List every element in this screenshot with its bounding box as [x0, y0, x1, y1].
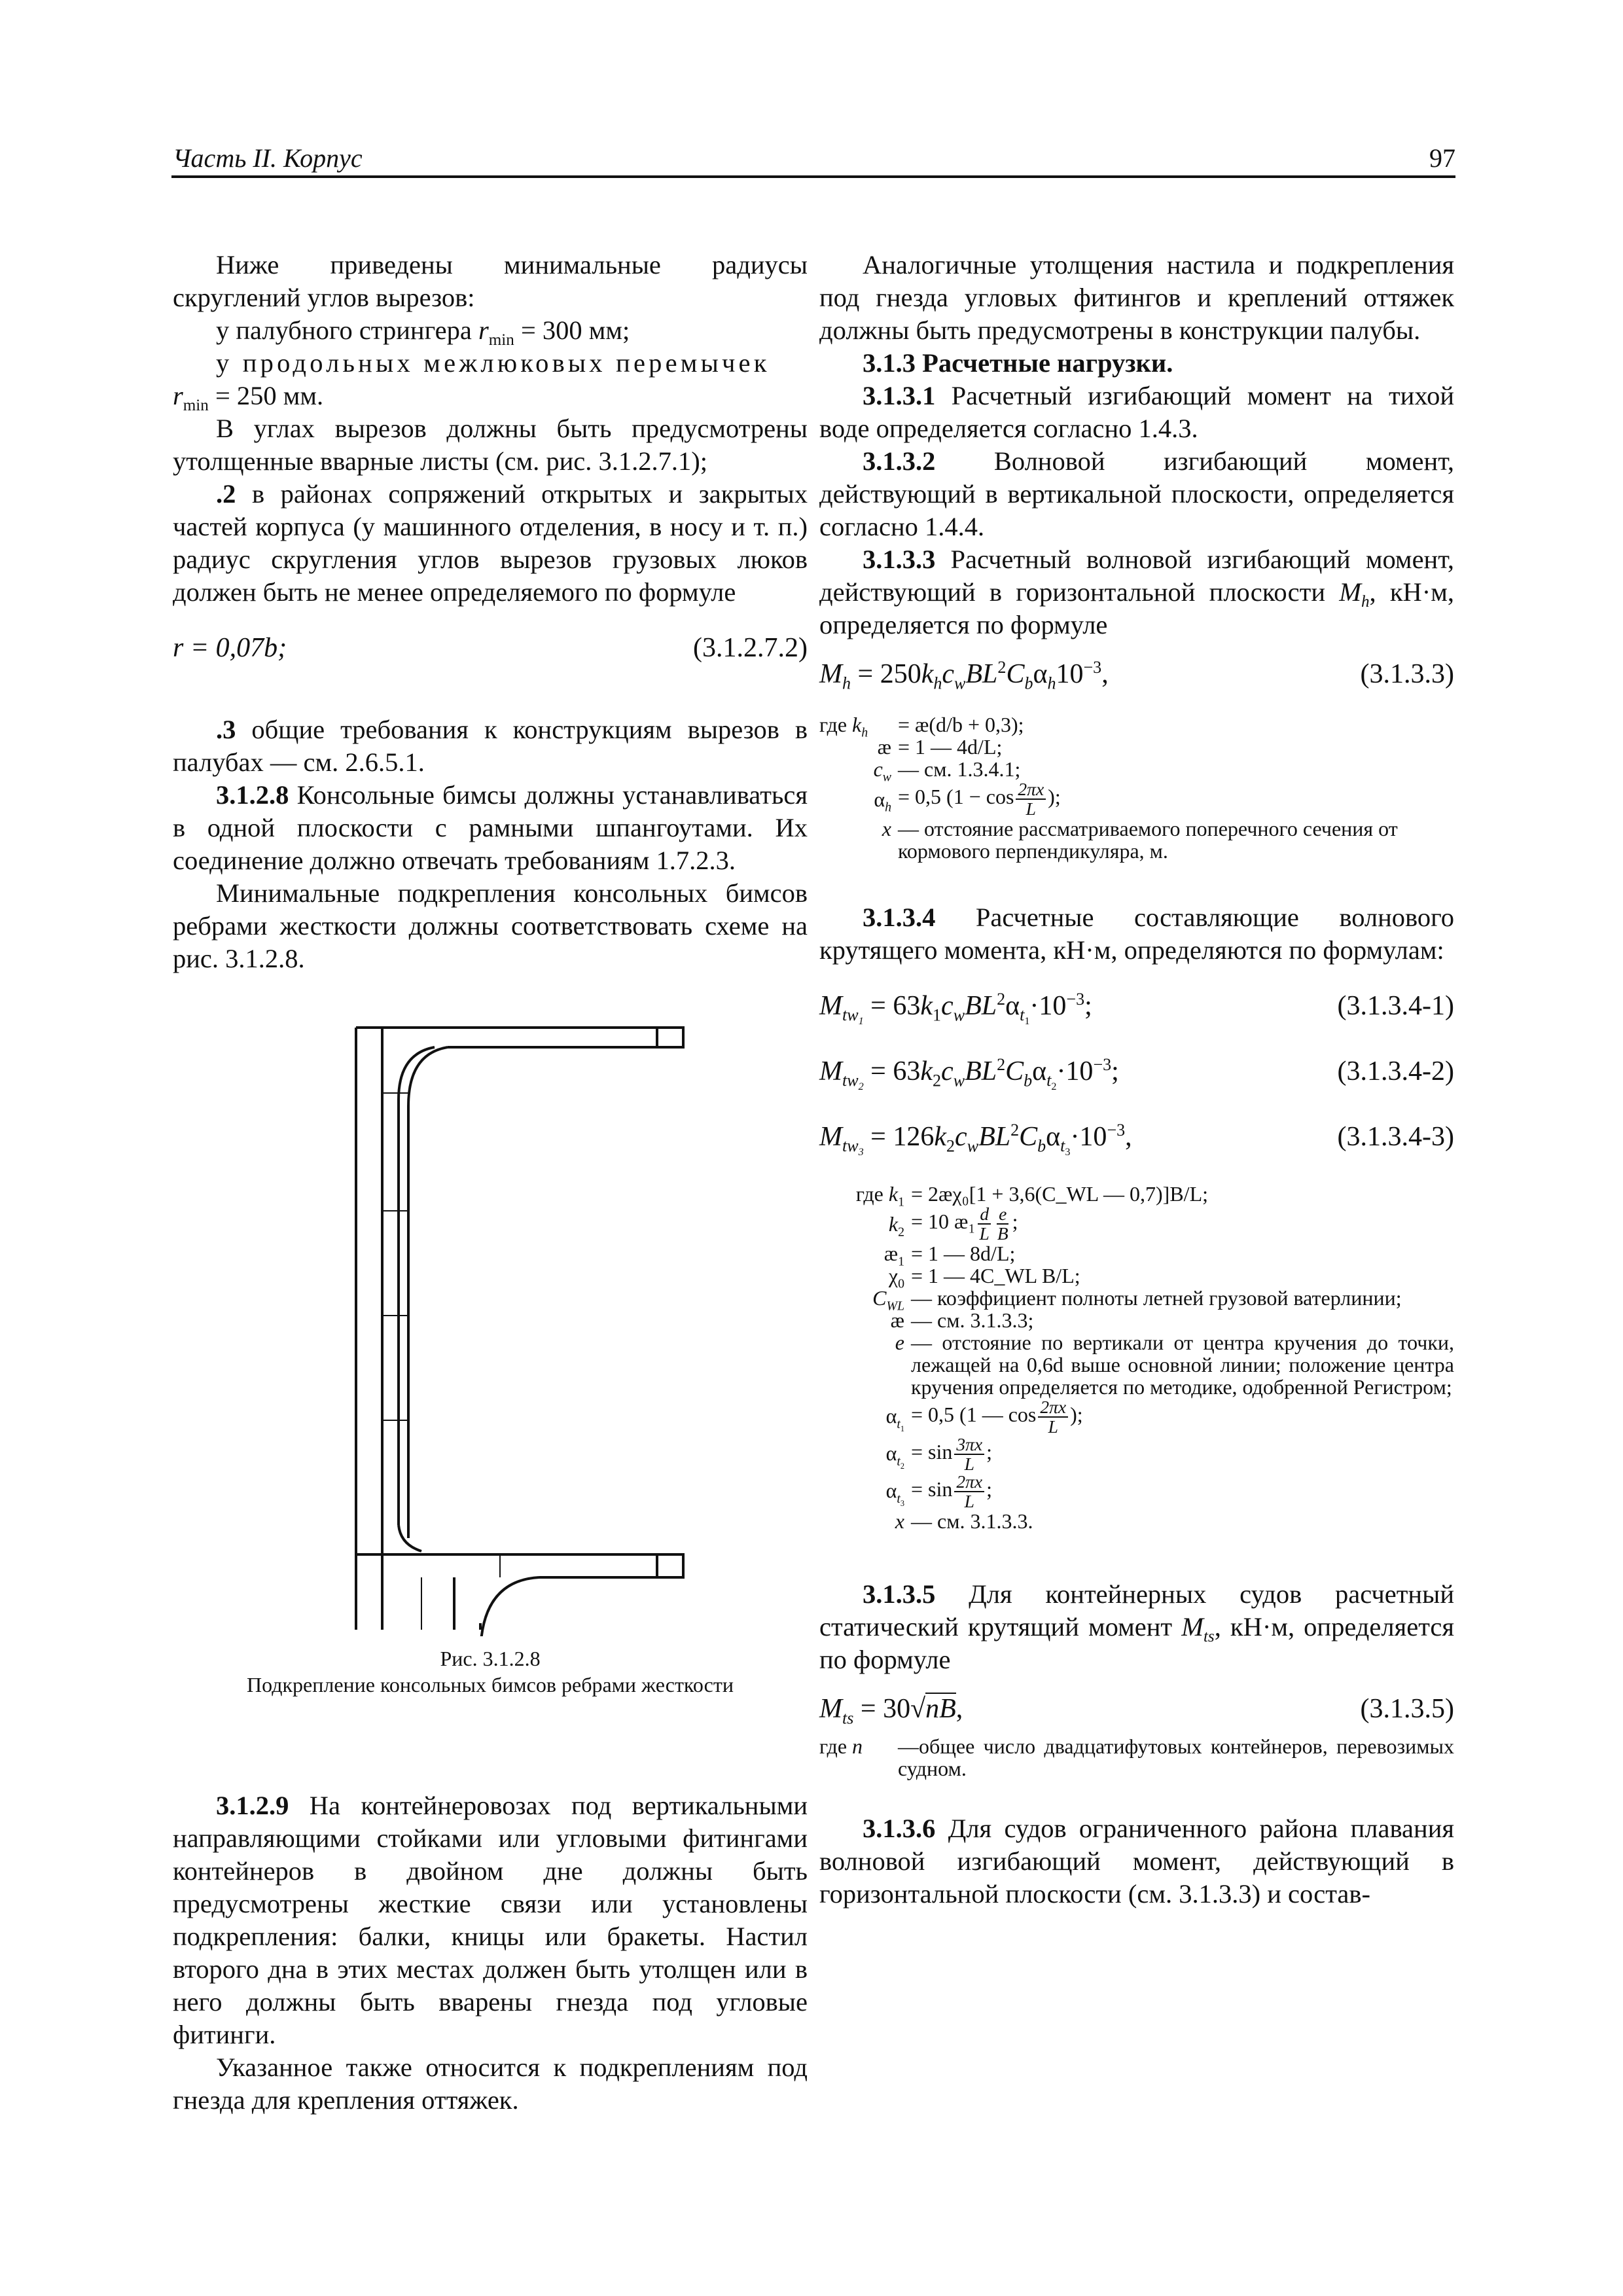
header-rule [171, 175, 1455, 178]
equation-3-1-2-7-2: r = 0,07b; (3.1.2.7.2) [173, 633, 808, 663]
paragraph: 3.1.3.3 Расчетный волновой изгибающий момент, действующий в горизонтальной плоскости $M_h$, кН·м, определяется по формуле [819, 545, 1454, 639]
paragraph: у палубного стрингера $r_{min} = 300$ мм; [216, 315, 630, 350]
equation-3-1-3-5: $M_{ts} = 30√nB$, (3.1.3.5) [819, 1694, 1454, 1728]
equation-3-1-3-3: $M_h = 250k_hc_wBL^2C_b\alpha_h10^{-3}$, (3.1.3.3) [819, 658, 1454, 693]
page-number: 97 [1429, 143, 1455, 173]
figure-caption [173, 1645, 808, 1698]
where-list-3-1-3-5: где n —общее число двадцатифутовых контейнеров, перевозимых судном. [819, 1734, 1454, 1781]
paragraph: .3 общие требования к конструкциям вырезов в палубах — см. 2.6.5.1. [173, 715, 808, 777]
figure-number: Рис. 3.1.2.8 [440, 1647, 541, 1670]
paragraph: .2 в районах сопряжений открытых и закрытых частей корпуса (у машинного отделения, в носу и т. п.) радиус скругления углов вырезов грузовых люков должен быть не менее определяемого по формуле [173, 479, 808, 607]
paragraph: Ниже приведены минимальные радиусы скруглений углов вырезов: [173, 250, 808, 312]
right-column [819, 249, 1454, 1910]
paragraph: у продольных межлюковых перемычек [216, 348, 770, 378]
paragraph: 3.1.2.8 Консольные бимсы должны устанавливаться в одной плоскости с рамными шпангоутами. Их соединение должно отвечать требованиям 1.7.2.3. [173, 780, 808, 875]
paragraph: 3.1.3.5 Для контейнерных судов расчетный статический крутящий момент $M_{ts}$, кН·м, определяется по формуле [819, 1579, 1454, 1675]
cantilever-beam-diagram [173, 1001, 808, 1636]
paragraph: В углах вырезов должны быть предусмотрены утолщенные вварные листы (см. рис. 3.1.2.7.1); [173, 414, 808, 476]
figure-title: Подкрепление консольных бимсов ребрами жесткости [247, 1673, 734, 1696]
paragraph: 3.1.2.9 На контейнеровозах под вертикальными направляющими стойками или угловыми фитингами контейнеров в двойном дне должны быть предусмотрены жесткие связи или установлены подкрепления: балки, кницы или бракеты. Настил второго дна в этих местах должен быть утолщен или в него должны быть вварены гнезда под угловые фитинги. [173, 1791, 808, 2049]
figure-3-1-2-8 [173, 1001, 808, 1636]
equation-3-1-3-4-3: $M_{tw_3} = 126k_2c_wBL^2C_b\alpha_{t_3}\cdot 10^{-3}$, (3.1.3.4-3) [819, 1121, 1454, 1158]
equation-3-1-3-4-1: $M_{tw_1} = 63k_1c_wBL^2\alpha_{t_1}\cdot 10^{-3}$; (3.1.3.4-1) [819, 990, 1454, 1028]
paragraph: 3.1.3.1 Расчетный изгибающий момент на тихой воде определяется согласно 1.4.3. [819, 381, 1454, 443]
left-column [173, 249, 808, 2117]
section-heading: 3.1.3 Расчетные нагрузки. [863, 348, 1173, 378]
paragraph: 3.1.3.6 Для судов ограниченного района плавания волновой изгибающий момент, действующий в горизонтальной плоскости (см. 3.1.3.3) и состав- [819, 1814, 1454, 1909]
paragraph: Минимальные подкрепления консольных бимсов ребрами жесткости должны соответствовать схеме на рис. 3.1.2.8. [173, 878, 808, 973]
paragraph: Аналогичные утолщения настила и подкрепления под гнезда угловых фитингов и креплений оттяжек должны быть предусмотрены в конструкции палубы. [819, 250, 1454, 345]
paragraph: Указанное также относится к подкреплениям под гнезда для крепления оттяжек. [173, 2053, 808, 2115]
where-list-3-1-3-3: где $k_h$ = æ(d/b + 0,3); æ = 1 — 4d/L; $c_w$ — см. 1.3.4.1; $\alpha_h$ = 0,5 (1 − cos $\frac{2\pi x}{L}$ ); x — отстояние рассматриваемого поперечного сечения от кормового перпендикуляра, м. [819, 713, 1398, 863]
where-list-3-1-3-4: где $k_1$ = 2æχ₀[1 + 3,6(C_WL — 0,7)]B/L; $k_2$ = 10 æ₁ $\frac{d}{L}$ $\frac{e}{B}$ ; $æ_1$ = 1 — 8d/L; $\chi_0$ = 1 — 4C_WL B/L; $C_{WL}$ — коэффициент полноты летней грузовой ватерлинии; æ — см. 3.1.3.3; e — отстояние по вертикали от центра кручения до точки, лежащей на 0,6d выше основной линии; положение центра кручения определяется по методике, одобренной Регистром; $\alpha_{t_1}$ = 0,5 (1 — cos $\frac{2\pi x}{L}$ ); $\alpha_{t_2}$ = sin $\frac{3\pi x}{L}$ ; $\alpha_{t_3}$ = sin $\frac{2\pi x}{L}$ ; x — см. 3.1.3.3. [855, 1182, 1454, 1534]
header-part-title: Часть II. Корпус [173, 143, 363, 173]
paragraph: 3.1.3.4 Расчетные составляющие волнового крутящего момента, кН·м, определяются по формулам: [819, 903, 1454, 965]
paragraph: 3.1.3.2 Волновой изгибающий момент, действующий в вертикальной плоскости, определяется согласно 1.4.4. [819, 446, 1454, 541]
paragraph: $r_{min} = 250$ мм. [173, 381, 324, 415]
equation-3-1-3-4-2: $M_{tw_2} = 63k_2c_wBL^2C_b\alpha_{t_2}\cdot 10^{-3}$; (3.1.3.4-2) [819, 1055, 1454, 1093]
